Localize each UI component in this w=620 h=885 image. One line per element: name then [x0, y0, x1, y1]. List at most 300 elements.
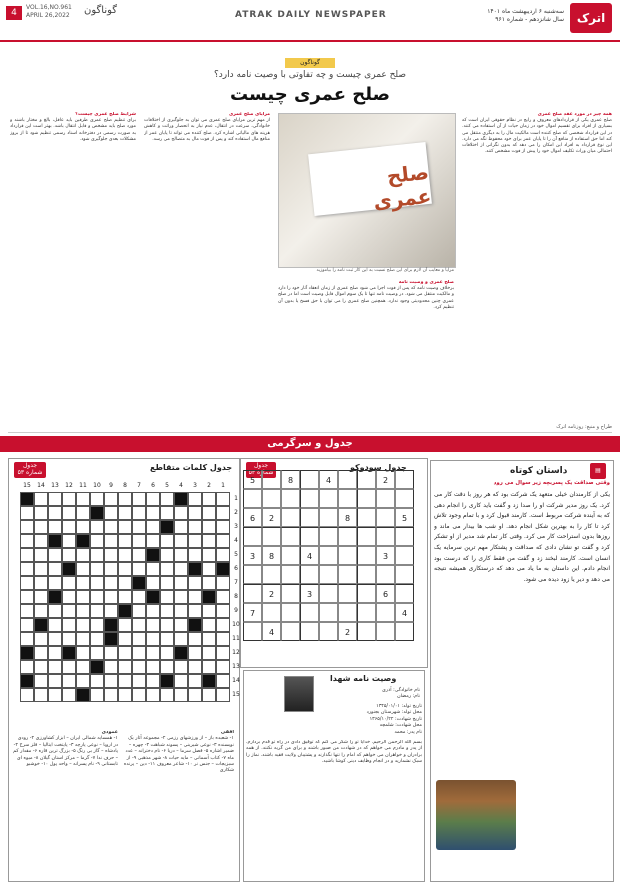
crossword-cell[interactable] [202, 604, 216, 618]
sudoku-cell[interactable] [319, 565, 338, 584]
crossword-cell[interactable] [90, 604, 104, 618]
crossword-cell[interactable] [76, 520, 90, 534]
crossword-cell[interactable] [160, 534, 174, 548]
crossword-cell[interactable] [160, 688, 174, 702]
crossword-cell[interactable] [174, 688, 188, 702]
across-title: افقی [220, 730, 234, 735]
crossword-cell[interactable] [34, 604, 48, 618]
sudoku-cell[interactable] [376, 622, 395, 641]
crossword-cell[interactable] [48, 660, 62, 674]
sudoku-cell[interactable] [395, 584, 414, 603]
crossword-cell [146, 590, 160, 604]
crossword-cell[interactable] [174, 590, 188, 604]
crossword-cell[interactable] [188, 632, 202, 646]
sudoku-cell[interactable] [281, 508, 300, 527]
crossword-cell[interactable] [34, 646, 48, 660]
crossword-cell[interactable] [202, 646, 216, 660]
crossword-cell[interactable] [202, 506, 216, 520]
volume-info [26, 4, 72, 20]
crossword-cell [118, 604, 132, 618]
crossword-cell[interactable] [146, 520, 160, 534]
crossword-cell[interactable] [174, 576, 188, 590]
crossword-cell[interactable] [118, 562, 132, 576]
sudoku-cell[interactable] [357, 489, 376, 508]
crossword-title: جدول کلمات متقاطع [150, 463, 233, 472]
crossword-cell[interactable] [132, 632, 146, 646]
crossword-cell[interactable] [48, 548, 62, 562]
crossword-cell[interactable] [174, 632, 188, 646]
crossword-cell[interactable] [76, 674, 90, 688]
crossword-cell[interactable] [160, 590, 174, 604]
sudoku-cell[interactable] [357, 508, 376, 527]
crossword-cell[interactable] [216, 646, 230, 660]
crossword-cell[interactable] [146, 660, 160, 674]
crossword-cell[interactable] [216, 674, 230, 688]
crossword-cell[interactable] [90, 688, 104, 702]
crossword-cell[interactable] [48, 674, 62, 688]
sudoku-cell[interactable] [357, 527, 376, 546]
crossword-cell[interactable] [160, 548, 174, 562]
crossword-cell[interactable] [90, 674, 104, 688]
sudoku-cell[interactable] [357, 470, 376, 489]
sudoku-cell[interactable] [243, 584, 262, 603]
crossword-cell[interactable] [132, 506, 146, 520]
crossword-cell[interactable] [90, 562, 104, 576]
sudoku-cell[interactable] [338, 489, 357, 508]
crossword-cell[interactable] [146, 674, 160, 688]
sudoku-cell[interactable] [243, 489, 262, 508]
crossword-cell[interactable] [118, 646, 132, 660]
crossword-cell[interactable] [48, 492, 62, 506]
logo: اترک [570, 3, 612, 33]
crossword-cell[interactable] [118, 534, 132, 548]
crossword-cell[interactable] [202, 576, 216, 590]
down-title: عمودی [101, 730, 118, 735]
crossword-cell[interactable] [216, 506, 230, 520]
crossword-cell[interactable] [188, 534, 202, 548]
sudoku-cell[interactable] [281, 489, 300, 508]
crossword-cell[interactable] [62, 660, 76, 674]
crossword-cell[interactable] [132, 618, 146, 632]
crossword-cell[interactable] [104, 534, 118, 548]
crossword-row-number: 11 [232, 635, 240, 642]
crossword-cell[interactable] [118, 506, 132, 520]
crossword-cell[interactable] [132, 590, 146, 604]
crossword-cell[interactable] [188, 520, 202, 534]
crossword-cell[interactable] [174, 534, 188, 548]
crossword-cell[interactable] [216, 534, 230, 548]
crossword-cell[interactable] [104, 590, 118, 604]
crossword-column-number: 13 [51, 482, 59, 489]
crossword-cell[interactable] [132, 492, 146, 506]
sudoku-cell[interactable] [376, 489, 395, 508]
crossword-cell[interactable] [90, 590, 104, 604]
crossword-cell[interactable] [104, 674, 118, 688]
crossword-cell [90, 506, 104, 520]
crossword-cell[interactable] [62, 506, 76, 520]
crossword-cell[interactable] [76, 576, 90, 590]
crossword-cell [20, 646, 34, 660]
crossword-cell[interactable] [160, 618, 174, 632]
crossword-cell[interactable] [104, 506, 118, 520]
sudoku-cell[interactable] [395, 565, 414, 584]
crossword-cell[interactable] [118, 590, 132, 604]
crossword-cell[interactable] [188, 548, 202, 562]
crossword-cell[interactable] [34, 492, 48, 506]
crossword-cell[interactable] [20, 590, 34, 604]
crossword-cell[interactable] [132, 562, 146, 576]
sudoku-cell[interactable] [395, 489, 414, 508]
crossword-cell[interactable] [160, 632, 174, 646]
crossword-cell[interactable] [20, 632, 34, 646]
crossword-cell[interactable] [104, 646, 118, 660]
crossword-column-number: 4 [179, 482, 183, 489]
crossword-cell[interactable] [118, 660, 132, 674]
sudoku-cell[interactable] [376, 527, 395, 546]
crossword-cell[interactable] [104, 520, 118, 534]
sudoku-cell[interactable] [395, 527, 414, 546]
crossword-cell[interactable] [34, 562, 48, 576]
crossword-cell[interactable] [174, 618, 188, 632]
crossword-cell[interactable] [118, 492, 132, 506]
sudoku-cell[interactable] [243, 527, 262, 546]
crossword-cell[interactable] [62, 604, 76, 618]
crossword-cell[interactable] [76, 646, 90, 660]
crossword-cell[interactable] [34, 660, 48, 674]
sudoku-cell[interactable] [357, 584, 376, 603]
crossword-cell[interactable] [202, 618, 216, 632]
crossword-cell [34, 618, 48, 632]
crossword-column-number: 12 [65, 482, 73, 489]
crossword-cell[interactable] [76, 660, 90, 674]
crossword-cell[interactable] [48, 506, 62, 520]
crossword-cell [188, 618, 202, 632]
crossword-cell[interactable] [48, 618, 62, 632]
crossword-row-number: 15 [232, 691, 240, 698]
crossword-cell[interactable] [20, 604, 34, 618]
crossword-cell[interactable] [174, 548, 188, 562]
will-details: تاریخ تولد: ۱۳۴۵/۰۱/۰۱ محل تولد: شهرستان بجنورد تاریخ شهادت: ۱۳۶۵/۱۰/۲۲ محل شهادت: شلمچه نام پدر: محمد [366, 704, 422, 735]
crossword-cell[interactable] [216, 576, 230, 590]
crossword-cell[interactable] [48, 562, 62, 576]
sudoku-cell[interactable] [338, 565, 357, 584]
crossword-cell[interactable] [48, 576, 62, 590]
crossword-cell[interactable] [188, 660, 202, 674]
sudoku-cell[interactable] [319, 603, 338, 622]
column-heading: همه چیز در مورد عقد صلح عمری [537, 112, 612, 117]
crossword-cell[interactable] [132, 688, 146, 702]
crossword-cell[interactable] [160, 492, 174, 506]
crossword-cell[interactable] [174, 604, 188, 618]
crossword-cell[interactable] [216, 632, 230, 646]
crossword-cell[interactable] [202, 688, 216, 702]
crossword-cell[interactable] [48, 520, 62, 534]
crossword-cell[interactable] [90, 632, 104, 646]
crossword-cell[interactable] [160, 646, 174, 660]
sudoku-cell[interactable] [376, 508, 395, 527]
crossword-cell[interactable] [76, 618, 90, 632]
crossword-cell[interactable] [76, 604, 90, 618]
sudoku-cell[interactable] [395, 470, 414, 489]
crossword-cell[interactable] [48, 646, 62, 660]
crossword-cell[interactable] [90, 618, 104, 632]
crossword-cell[interactable] [174, 506, 188, 520]
sudoku-cell[interactable] [300, 508, 319, 527]
crossword-cell[interactable] [90, 548, 104, 562]
crossword-cell[interactable] [216, 520, 230, 534]
sudoku-cell[interactable] [300, 527, 319, 546]
puzzle-band-title: جدول و سرگرمی [267, 438, 353, 449]
crossword-cell[interactable] [202, 562, 216, 576]
crossword-cell[interactable] [132, 534, 146, 548]
sudoku-cell[interactable] [262, 603, 281, 622]
crossword-cell[interactable] [20, 562, 34, 576]
sudoku-cell[interactable] [319, 546, 338, 565]
crossword-cell[interactable] [104, 576, 118, 590]
crossword-cell[interactable] [90, 646, 104, 660]
crossword-cell[interactable] [188, 688, 202, 702]
crossword-cell[interactable] [202, 534, 216, 548]
sudoku-cell[interactable] [262, 527, 281, 546]
crossword-cell[interactable] [62, 534, 76, 548]
crossword-cell[interactable] [118, 674, 132, 688]
crossword-cell[interactable] [188, 604, 202, 618]
sudoku-cell[interactable] [300, 470, 319, 489]
crossword-cell[interactable] [118, 576, 132, 590]
sudoku-cell[interactable] [262, 489, 281, 508]
crossword-cell[interactable] [146, 562, 160, 576]
crossword-cell[interactable] [34, 576, 48, 590]
sudoku-cell[interactable] [395, 622, 414, 641]
crossword-cell[interactable] [20, 548, 34, 562]
crossword-cell[interactable] [62, 674, 76, 688]
crossword-cell[interactable] [174, 674, 188, 688]
crossword-cell[interactable] [188, 576, 202, 590]
crossword-cell[interactable] [62, 576, 76, 590]
sudoku-cell[interactable] [357, 546, 376, 565]
crossword-cell[interactable] [20, 688, 34, 702]
crossword-cell[interactable] [104, 688, 118, 702]
crossword-cell[interactable] [90, 576, 104, 590]
crossword-cell[interactable] [160, 604, 174, 618]
crossword-cell[interactable] [20, 576, 34, 590]
crossword-cell[interactable] [48, 632, 62, 646]
crossword-cell[interactable] [216, 660, 230, 674]
sudoku-cell[interactable] [319, 527, 338, 546]
sudoku-cell[interactable] [281, 584, 300, 603]
sudoku-cell[interactable] [319, 622, 338, 641]
crossword-cell[interactable] [34, 590, 48, 604]
crossword-cell[interactable] [216, 688, 230, 702]
sudoku-cell[interactable] [281, 565, 300, 584]
sudoku-cell[interactable] [338, 527, 357, 546]
crossword-cell[interactable] [160, 660, 174, 674]
crossword-cell[interactable] [20, 506, 34, 520]
sudoku-cell[interactable] [357, 603, 376, 622]
crossword-cell[interactable] [90, 534, 104, 548]
crossword-cell[interactable] [132, 548, 146, 562]
sudoku-cell[interactable] [300, 489, 319, 508]
article-credit: طراح و منبع: روزنامه اترک [8, 424, 612, 433]
sudoku-cell[interactable] [338, 584, 357, 603]
crossword-cell[interactable] [160, 576, 174, 590]
sudoku-cell: 6 [376, 584, 395, 603]
crossword-cell[interactable] [216, 548, 230, 562]
crossword-cell[interactable] [216, 604, 230, 618]
crossword-cell[interactable] [146, 604, 160, 618]
crossword-cell[interactable] [146, 646, 160, 660]
crossword-cell[interactable] [104, 562, 118, 576]
crossword-cell[interactable] [132, 520, 146, 534]
crossword-cell[interactable] [34, 534, 48, 548]
crossword-cell[interactable] [48, 604, 62, 618]
crossword-cell[interactable] [216, 590, 230, 604]
sudoku-cell[interactable] [262, 565, 281, 584]
crossword-cell[interactable] [20, 520, 34, 534]
crossword-cell[interactable] [34, 506, 48, 520]
sudoku-cell[interactable] [376, 565, 395, 584]
crossword-cell[interactable] [76, 632, 90, 646]
crossword-cell[interactable] [188, 492, 202, 506]
crossword-cell[interactable] [104, 604, 118, 618]
crossword-cell[interactable] [132, 660, 146, 674]
sudoku-cell[interactable] [319, 508, 338, 527]
crossword-cell[interactable] [118, 618, 132, 632]
crossword-cell[interactable] [174, 520, 188, 534]
crossword-cell[interactable] [132, 674, 146, 688]
crossword-cell[interactable] [90, 492, 104, 506]
crossword-cell[interactable] [146, 688, 160, 702]
sudoku-cell[interactable] [281, 622, 300, 641]
sudoku-cell[interactable] [281, 546, 300, 565]
crossword-cell[interactable] [188, 506, 202, 520]
crossword-column-number: 3 [193, 482, 197, 489]
crossword-cell[interactable] [20, 534, 34, 548]
crossword-cell[interactable] [146, 576, 160, 590]
crossword-cell[interactable] [216, 492, 230, 506]
crossword-cell[interactable] [188, 646, 202, 660]
crossword-cell[interactable] [160, 562, 174, 576]
crossword-cell[interactable] [132, 646, 146, 660]
sudoku-cell[interactable] [300, 565, 319, 584]
sudoku-cell[interactable] [338, 546, 357, 565]
crossword-down [12, 730, 118, 878]
crossword-cell[interactable] [132, 604, 146, 618]
crossword-cell[interactable] [34, 674, 48, 688]
crossword-cell[interactable] [34, 632, 48, 646]
sudoku-cell[interactable] [338, 470, 357, 489]
sudoku-cell[interactable] [319, 489, 338, 508]
sudoku-cell[interactable] [376, 603, 395, 622]
crossword-cell[interactable] [216, 618, 230, 632]
crossword-cell[interactable] [62, 618, 76, 632]
crossword-cell[interactable] [20, 660, 34, 674]
sudoku-cell[interactable] [338, 603, 357, 622]
crossword-cell[interactable] [48, 688, 62, 702]
sudoku-cell: 3 [300, 584, 319, 603]
crossword-cell[interactable] [34, 688, 48, 702]
crossword-cell[interactable] [104, 492, 118, 506]
crossword-cell[interactable] [118, 520, 132, 534]
crossword-cell[interactable] [76, 590, 90, 604]
crossword-cell[interactable] [202, 660, 216, 674]
sudoku-cell[interactable] [357, 565, 376, 584]
date-fa-block [468, 8, 564, 24]
sudoku-cell[interactable] [300, 603, 319, 622]
crossword-cell[interactable] [188, 674, 202, 688]
crossword-cell[interactable] [118, 548, 132, 562]
crossword-cell[interactable] [202, 632, 216, 646]
crossword-row-number: 14 [232, 677, 240, 684]
crossword-cell[interactable] [118, 632, 132, 646]
crossword-row-number: 4 [234, 537, 238, 544]
crossword-cell[interactable] [146, 492, 160, 506]
sudoku-cell[interactable] [262, 470, 281, 489]
crossword-cell[interactable] [174, 660, 188, 674]
crossword-cell [90, 660, 104, 674]
crossword-cell[interactable] [62, 520, 76, 534]
column-text: برخلاف وصیت نامه که پس از فوت اجرا می شود صلح عمری از زمان انعقاد آثار خود را دارد و مالکیت منتقل می شود. در وصیت نامه تنها تا یک سوم اموال قابل وصیت است اما در صلح عمری چنین محدودیتی وجود ندارد. همچنین صلح عمری را می توان با حق فسخ یا بدون آن تنظیم کرد. [278, 286, 454, 310]
crossword-cell[interactable] [20, 618, 34, 632]
crossword-cell[interactable] [202, 548, 216, 562]
sudoku-cell[interactable] [243, 622, 262, 641]
crossword-cell[interactable] [146, 618, 160, 632]
article-headline: صلح عمری چیست [230, 84, 390, 105]
crossword-cell[interactable] [202, 492, 216, 506]
crossword-cell[interactable] [174, 562, 188, 576]
crossword-cell[interactable] [90, 520, 104, 534]
crossword-cell[interactable] [76, 506, 90, 520]
crossword-cell[interactable] [146, 534, 160, 548]
crossword-cell[interactable] [76, 562, 90, 576]
sudoku-cell[interactable] [281, 527, 300, 546]
crossword-cell[interactable] [62, 548, 76, 562]
crossword-cell[interactable] [202, 520, 216, 534]
sudoku-cell[interactable] [395, 546, 414, 565]
crossword-cell[interactable] [104, 660, 118, 674]
crossword-cell[interactable] [62, 632, 76, 646]
article-column-2 [278, 280, 454, 420]
crossword-row-number: 1 [234, 495, 238, 502]
column-text: صلح عمری یکی از قراردادهای معروف و رایج در نظام حقوقی ایران است که بسیاری از افراد برای تقسیم اموال خود در زمان حیات از آن استفاده می کنند. در این قرارداد شخصی که صلح کننده است مالکیت مال را به دیگری منتقل می کند اما حق استفاده از منافع آن را تا پایان عمر برای خود محفوظ نگه می دارد. این نوع قرارداد به افراد این امکان را می دهد که بدون نگرانی از اختلافات احتمالی میان وراث تکلیف اموال خود را پیش از فوت مشخص کنند. [462, 118, 612, 155]
crossword-cell[interactable] [34, 520, 48, 534]
crossword-cell [202, 674, 216, 688]
crossword-cell[interactable] [188, 590, 202, 604]
crossword-cell[interactable] [76, 492, 90, 506]
crossword-cell[interactable] [146, 632, 160, 646]
page-number: 4 [6, 6, 22, 20]
sudoku-cell[interactable] [319, 584, 338, 603]
crossword-cell[interactable] [34, 548, 48, 562]
crossword-cell[interactable] [62, 590, 76, 604]
crossword-cell[interactable] [62, 492, 76, 506]
sudoku-cell[interactable] [300, 622, 319, 641]
crossword-cell[interactable] [118, 688, 132, 702]
sudoku-cell: 2 [376, 470, 395, 489]
crossword-cell[interactable] [146, 506, 160, 520]
sudoku-cell[interactable] [281, 603, 300, 622]
crossword-cell[interactable] [76, 548, 90, 562]
sudoku-cell[interactable] [357, 622, 376, 641]
sudoku-cell[interactable] [243, 565, 262, 584]
crossword-cell[interactable] [104, 548, 118, 562]
crossword-row-number: 10 [232, 621, 240, 628]
will-text: بسم الله الرحمن الرحیم. خدایا تو را شکر می کنم که توفیق دادی در راه تو قدم بردارم. از پدر و مادرم می خواهم که در شهادت من صبور باشند و برای من گریه نکنند. از همه برادران و خواهران می خواهم که امام را تنها نگذارند و پشتیبان ولایت فقیه باشند. نماز را سبک نشمارید و در انجام وظایف دینی کوشا باشید. [246, 740, 422, 765]
crossword-row-number: 6 [234, 565, 238, 572]
crossword-cell[interactable] [160, 506, 174, 520]
crossword-cell[interactable] [62, 688, 76, 702]
crossword-cell [76, 688, 90, 702]
